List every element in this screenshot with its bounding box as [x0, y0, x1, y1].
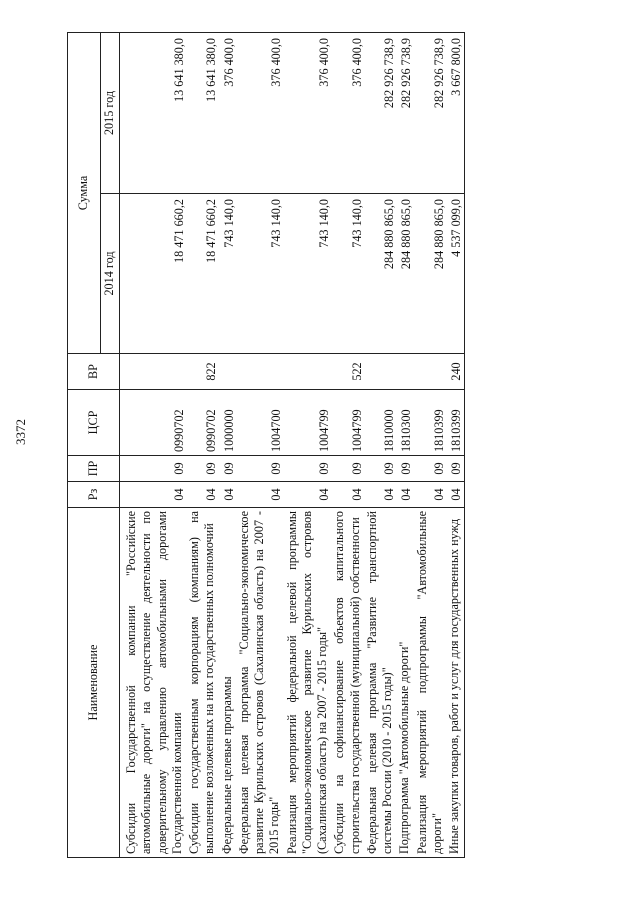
row-name: Реализация мероприятий федеральной целевой программы "Социально-экономическое развитие Курильских островов (Сахалинская область) на 2007 - 2015 годы" — [285, 508, 333, 858]
row-csr: 1000000 — [220, 390, 237, 456]
row-pr: 09 — [365, 456, 398, 482]
row-2015: 13 641 380,0 — [187, 32, 220, 193]
row-csr: 1004700 — [237, 390, 285, 456]
header-csr: ЦСР — [68, 390, 120, 456]
row-name: Федеральная целевая программа "Развитие транспортной системы России (2010 - 2015 годы)" — [365, 508, 398, 858]
row-csr: 1004799 — [285, 390, 333, 456]
row-2015: 282 926 738,9 — [365, 32, 398, 193]
row-vr — [120, 354, 188, 390]
table-row — [447, 32, 465, 857]
row-vr: 822 — [187, 354, 220, 390]
row-pr: 09 — [447, 456, 465, 482]
row-vr — [415, 354, 448, 390]
header-2015: 2015 год — [101, 32, 120, 193]
row-vr — [237, 354, 285, 390]
row-rz: 04 — [397, 482, 414, 508]
table-body — [120, 32, 465, 857]
row-vr — [220, 354, 237, 390]
budget-table — [67, 32, 465, 858]
row-2015: 376 400,0 — [285, 32, 333, 193]
row-name: Субсидии на софинансирование объектов капитального строительства государственной (муниципальной) собственности — [332, 508, 365, 858]
row-pr: 09 — [285, 456, 333, 482]
row-rz: 04 — [187, 482, 220, 508]
row-rz: 04 — [237, 482, 285, 508]
header-vr: ВР — [68, 354, 120, 390]
row-name: Подпрограмма "Автомобильные дороги" — [397, 508, 414, 858]
row-2014: 284 880 865,0 — [415, 194, 448, 354]
row-2014: 4 537 099,0 — [447, 194, 465, 354]
row-rz: 04 — [220, 482, 237, 508]
row-2014: 284 880 865,0 — [397, 194, 414, 354]
row-name: Федеральные целевые программы — [220, 508, 237, 858]
row-rz: 04 — [120, 482, 188, 508]
row-pr: 09 — [237, 456, 285, 482]
row-csr: 1810399 — [415, 390, 448, 456]
table-row — [332, 32, 365, 857]
row-csr: 0990702 — [187, 390, 220, 456]
page-number: 3372 — [13, 419, 28, 445]
row-pr: 09 — [120, 456, 188, 482]
table-row — [237, 32, 285, 857]
row-name: Субсидии Государственной компании "Российские автомобильные дороги" на осуществление деятельности по доверительному управлению автомобильными дорогами Государственной компании — [120, 508, 188, 858]
table-row — [187, 32, 220, 857]
row-csr: 1004799 — [332, 390, 365, 456]
row-rz: 04 — [447, 482, 465, 508]
table-row — [120, 32, 188, 857]
row-2015: 3 667 800,0 — [447, 32, 465, 193]
row-vr — [285, 354, 333, 390]
row-vr: 240 — [447, 354, 465, 390]
table-row — [285, 32, 333, 857]
header-row-1 — [68, 32, 101, 857]
row-2015: 282 926 738,9 — [415, 32, 448, 193]
row-rz: 04 — [415, 482, 448, 508]
row-name: Федеральная целевая программа "Социально-экономическое развитие Курильских островов (Сахалинская область) на 2007 - 2015 годы" — [237, 508, 285, 858]
row-pr: 09 — [332, 456, 365, 482]
header-rz: Рз — [68, 482, 120, 508]
row-pr: 09 — [415, 456, 448, 482]
row-csr: 1810000 — [365, 390, 398, 456]
row-csr: 1810399 — [447, 390, 465, 456]
row-pr: 09 — [220, 456, 237, 482]
row-rz: 04 — [365, 482, 398, 508]
row-rz: 04 — [285, 482, 333, 508]
header-name: Наименование — [68, 508, 120, 858]
rotated-content — [67, 33, 601, 858]
row-vr — [397, 354, 414, 390]
row-2014: 743 140,0 — [220, 194, 237, 354]
row-2014: 743 140,0 — [237, 194, 285, 354]
row-2015: 282 926 738,9 — [397, 32, 414, 193]
table-row — [397, 32, 414, 857]
row-2014: 18 471 660,2 — [187, 194, 220, 354]
row-vr — [365, 354, 398, 390]
row-name: Иные закупки товаров, работ и услуг для государственных нужд — [447, 508, 465, 858]
row-2015: 376 400,0 — [220, 32, 237, 193]
table-row — [220, 32, 237, 857]
row-csr: 1810300 — [397, 390, 414, 456]
row-rz: 04 — [332, 482, 365, 508]
row-2014: 284 880 865,0 — [365, 194, 398, 354]
row-2014: 18 471 660,2 — [120, 194, 188, 354]
header-pr: ПР — [68, 456, 120, 482]
table-row — [365, 32, 398, 857]
header-2014: 2014 год — [101, 194, 120, 354]
header-sum: Сумма — [68, 32, 101, 353]
row-csr: 0990702 — [120, 390, 188, 456]
row-2015: 13 641 380,0 — [120, 32, 188, 193]
row-2014: 743 140,0 — [332, 194, 365, 354]
table-row — [415, 32, 448, 857]
row-pr: 09 — [397, 456, 414, 482]
row-2015: 376 400,0 — [332, 32, 365, 193]
row-pr: 09 — [187, 456, 220, 482]
row-name: Субсидии государственным корпорациям (компаниям) на выполнение возложенных на них государственных полномочий — [187, 508, 220, 858]
row-2015: 376 400,0 — [237, 32, 285, 193]
row-2014: 743 140,0 — [285, 194, 333, 354]
row-name: Реализация мероприятий подпрограммы "Автомобильные дороги" — [415, 508, 448, 858]
row-vr: 522 — [332, 354, 365, 390]
